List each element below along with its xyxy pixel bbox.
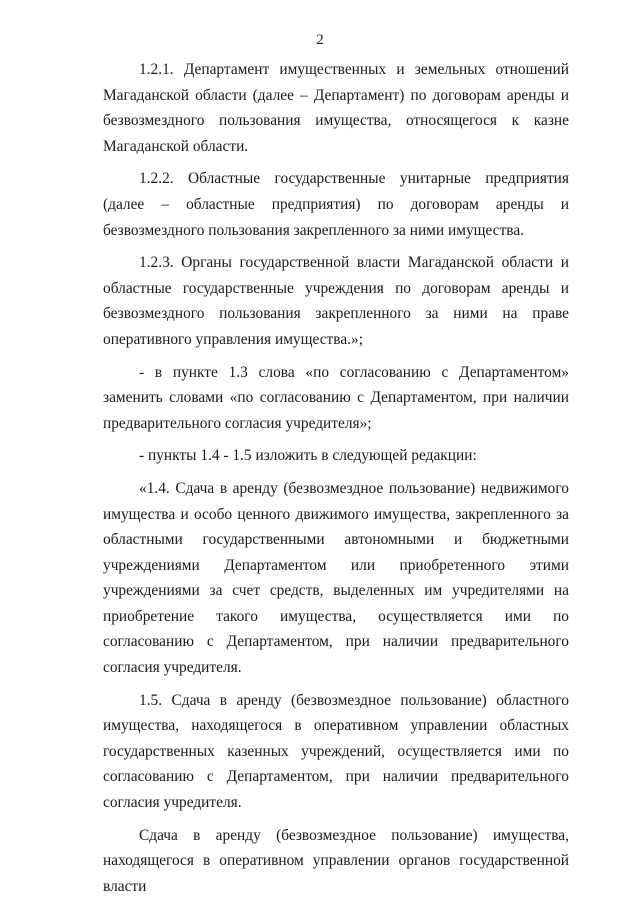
paragraph-lease-government-bodies: Сдача в аренду (безвозмездное пользование) имущества, находящегося в оперативном управлении органов государственной власти [103,826,569,895]
page-number: 2 [316,32,324,48]
paragraph-amendment-1-4-1-5: - пункты 1.4 - 1.5 изложить в следующей редакции: [139,447,477,465]
paragraph-amendment-1-3: - в пункте 1.3 слова «по согласованию с Департаментом» заменить словами «по согласованию с Департаментом, при наличии предварительного согласия учредителя»; [103,363,569,432]
document-body [103,57,569,899]
paragraph-1-5: 1.5. Сдача в аренду (безвозмездное пользование) областного имущества, находящегося в оперативном управлении областных государственных казенных учреждений, осуществляется ими по согласованию с Департаментом, при наличии предварительного согласия учредителя. [103,691,569,812]
paragraph-1-2-3: 1.2.3. Органы государственной власти Магаданской области и областные государственные учреждения по договорам аренды и безвозмездного пользования закрепленного за ними на праве оперативного управления имущества.»; [103,254,569,348]
paragraph-1-2-1: 1.2.1. Департамент имущественных и земельных отношений Магаданской области (далее – Департамент) по договорам аренды и безвозмездного пользования имущества, относящегося к казне Магаданской области. [103,61,569,155]
paragraph-1-4: «1.4. Сдача в аренду (безвозмездное пользование) недвижимого имущества и особо ценного движимого имущества, закрепленного за областными государственными автономными и бюджетными учреждениями Департаментом или приобретенного этими учреждениями за счет средств, выделенных им учредителями на приобретение такого имущества, осуществляется ими по согласованию с Департаментом, при наличии предварительного согласия учредителя. [103,479,569,677]
paragraph-1-2-2: 1.2.2. Областные государственные унитарные предприятия (далее – областные предприятия) по договорам аренды и безвозмездного пользования закрепленного за ними имущества. [103,170,569,239]
